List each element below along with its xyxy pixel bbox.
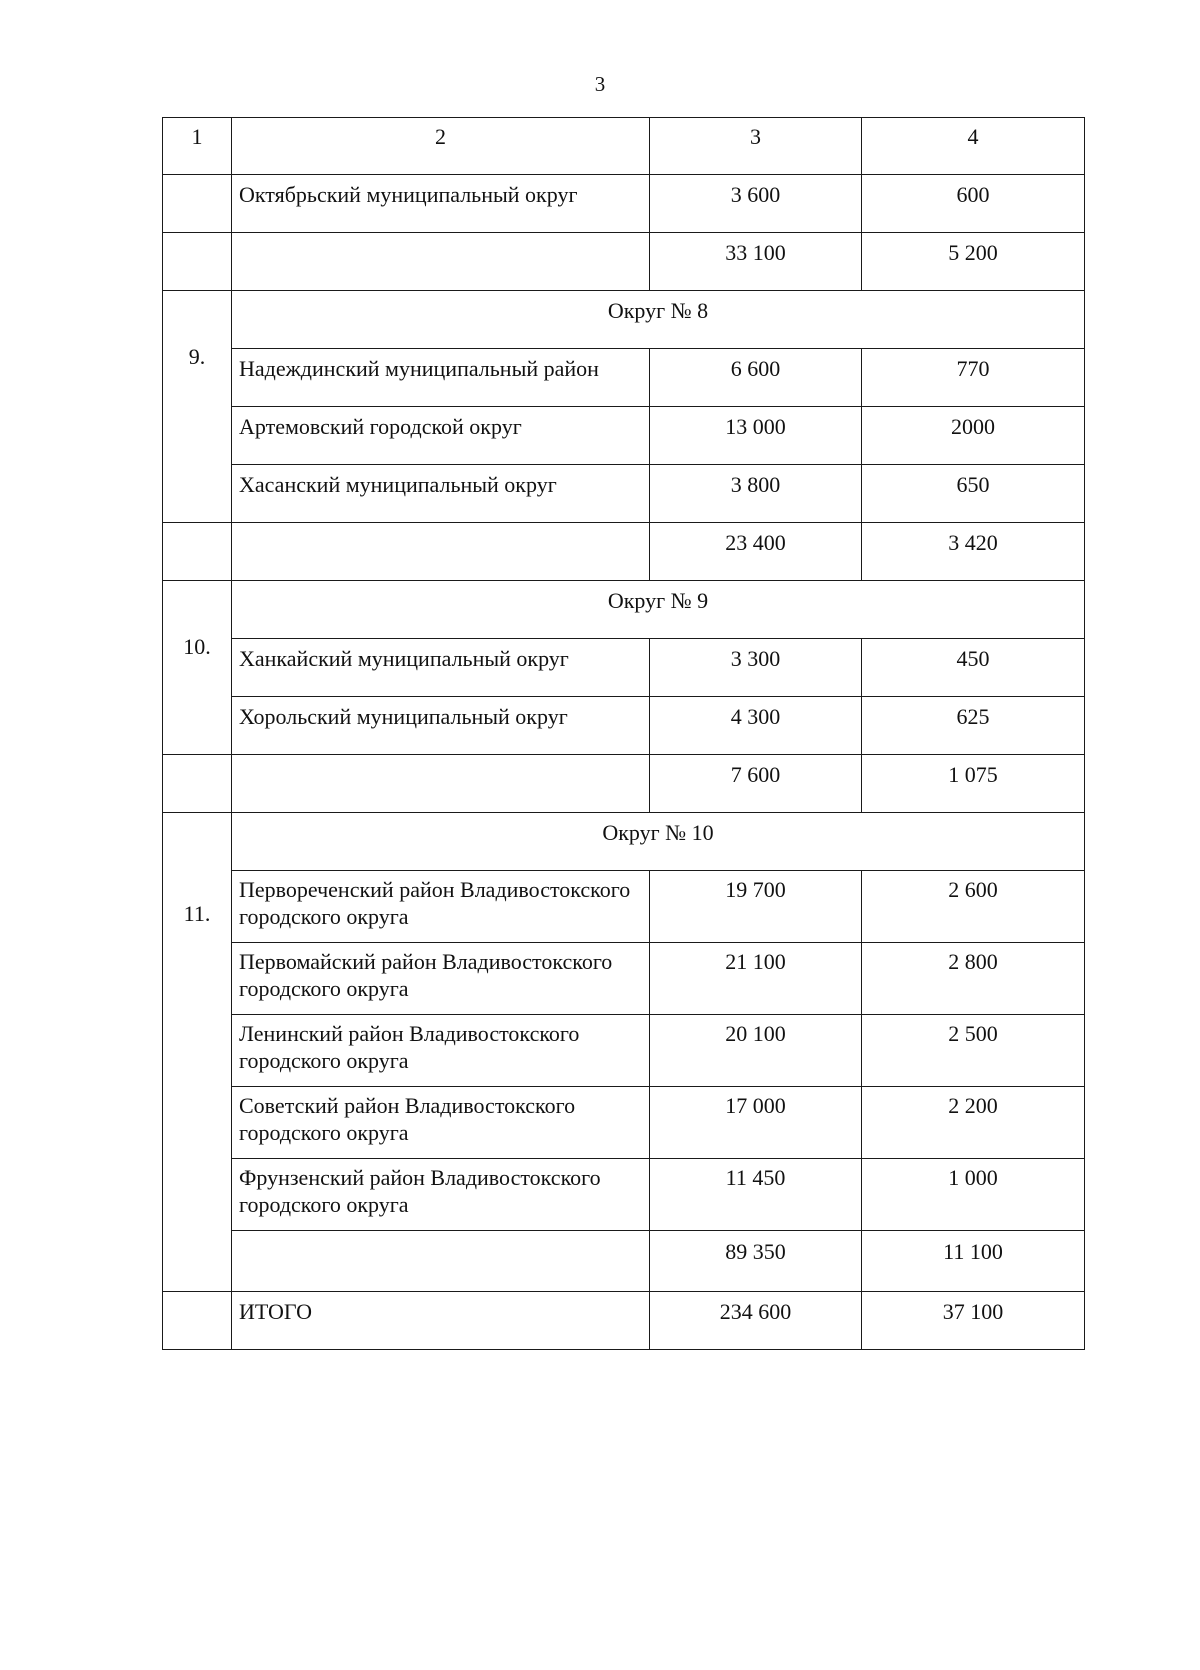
subtotal-col3: 89 350	[650, 1231, 862, 1292]
number-cell	[163, 1292, 232, 1350]
header-cell-1: 1	[163, 118, 232, 175]
table-header-row	[163, 118, 1085, 175]
municipality-name: Первореченский район Владивостокского городского округа	[232, 871, 650, 943]
header-cell-2: 2	[232, 118, 650, 175]
municipality-name: Первомайский район Владивостокского городского округа	[232, 943, 650, 1015]
subtotal-col4: 1 075	[862, 755, 1085, 813]
table-row	[163, 639, 1085, 697]
table-row	[163, 175, 1085, 233]
col3-value: 13 000	[650, 407, 862, 465]
col3-value: 6 600	[650, 349, 862, 407]
district-header-row	[163, 581, 1085, 639]
subtotal-label	[232, 1231, 650, 1292]
number-cell	[163, 175, 232, 233]
col4-value: 1 000	[862, 1159, 1085, 1231]
page-number: 3	[594, 72, 606, 96]
subtotal-col3: 33 100	[650, 233, 862, 291]
municipality-name: Ханкайский муниципальный округ	[232, 639, 650, 697]
municipality-name: Хасанский муниципальный округ	[232, 465, 650, 523]
col3-value: 3 300	[650, 639, 862, 697]
subtotal-col4: 5 200	[862, 233, 1085, 291]
group-number: 11.	[163, 813, 232, 1292]
municipality-name: Ленинский район Владивостокского городского округа	[232, 1015, 650, 1087]
col3-value: 3 600	[650, 175, 862, 233]
number-cell	[163, 523, 232, 581]
table-row	[163, 407, 1085, 465]
table-row	[163, 1015, 1085, 1087]
col4-value: 2000	[862, 407, 1085, 465]
col4-value: 600	[862, 175, 1085, 233]
col3-value: 19 700	[650, 871, 862, 943]
table-row	[163, 349, 1085, 407]
col4-value: 650	[862, 465, 1085, 523]
subtotal-label	[232, 523, 650, 581]
table-row	[163, 871, 1085, 943]
subtotal-row	[163, 523, 1085, 581]
grand-total-col4: 37 100	[862, 1292, 1085, 1350]
subtotal-label	[232, 755, 650, 813]
table-row	[163, 697, 1085, 755]
col4-value: 625	[862, 697, 1085, 755]
table-row	[163, 943, 1085, 1015]
municipality-name: Октябрьский муниципальный округ	[232, 175, 650, 233]
col3-value: 21 100	[650, 943, 862, 1015]
subtotal-row	[163, 1231, 1085, 1292]
district-title: Округ № 8	[232, 291, 1085, 349]
subtotal-col4: 11 100	[862, 1231, 1085, 1292]
subtotal-col3: 23 400	[650, 523, 862, 581]
number-cell	[163, 233, 232, 291]
col4-value: 770	[862, 349, 1085, 407]
grand-total-col3: 234 600	[650, 1292, 862, 1350]
subtotal-row	[163, 755, 1085, 813]
col3-value: 3 800	[650, 465, 862, 523]
grand-total-label: ИТОГО	[232, 1292, 650, 1350]
table-row	[163, 1159, 1085, 1231]
municipality-name: Фрунзенский район Владивостокского городского округа	[232, 1159, 650, 1231]
district-title: Округ № 10	[232, 813, 1085, 871]
municipality-name: Артемовский городской округ	[232, 407, 650, 465]
col3-value: 4 300	[650, 697, 862, 755]
header-cell-3: 3	[650, 118, 862, 175]
col3-value: 17 000	[650, 1087, 862, 1159]
table-row	[163, 1087, 1085, 1159]
col4-value: 2 500	[862, 1015, 1085, 1087]
subtotal-row	[163, 233, 1085, 291]
col3-value: 20 100	[650, 1015, 862, 1087]
group-number: 10.	[163, 581, 232, 755]
subtotal-col3: 7 600	[650, 755, 862, 813]
municipality-name: Надеждинский муниципальный район	[232, 349, 650, 407]
group-number: 9.	[163, 291, 232, 523]
number-cell	[163, 755, 232, 813]
col4-value: 450	[862, 639, 1085, 697]
allocation-table	[162, 117, 1085, 1350]
subtotal-label	[232, 233, 650, 291]
municipality-name: Хорольский муниципальный округ	[232, 697, 650, 755]
header-cell-4: 4	[862, 118, 1085, 175]
district-header-row	[163, 291, 1085, 349]
subtotal-col4: 3 420	[862, 523, 1085, 581]
col4-value: 2 200	[862, 1087, 1085, 1159]
col3-value: 11 450	[650, 1159, 862, 1231]
district-header-row	[163, 813, 1085, 871]
col4-value: 2 600	[862, 871, 1085, 943]
col4-value: 2 800	[862, 943, 1085, 1015]
municipality-name: Советский район Владивостокского городского округа	[232, 1087, 650, 1159]
district-title: Округ № 9	[232, 581, 1085, 639]
grand-total-row	[163, 1292, 1085, 1350]
table-row	[163, 465, 1085, 523]
